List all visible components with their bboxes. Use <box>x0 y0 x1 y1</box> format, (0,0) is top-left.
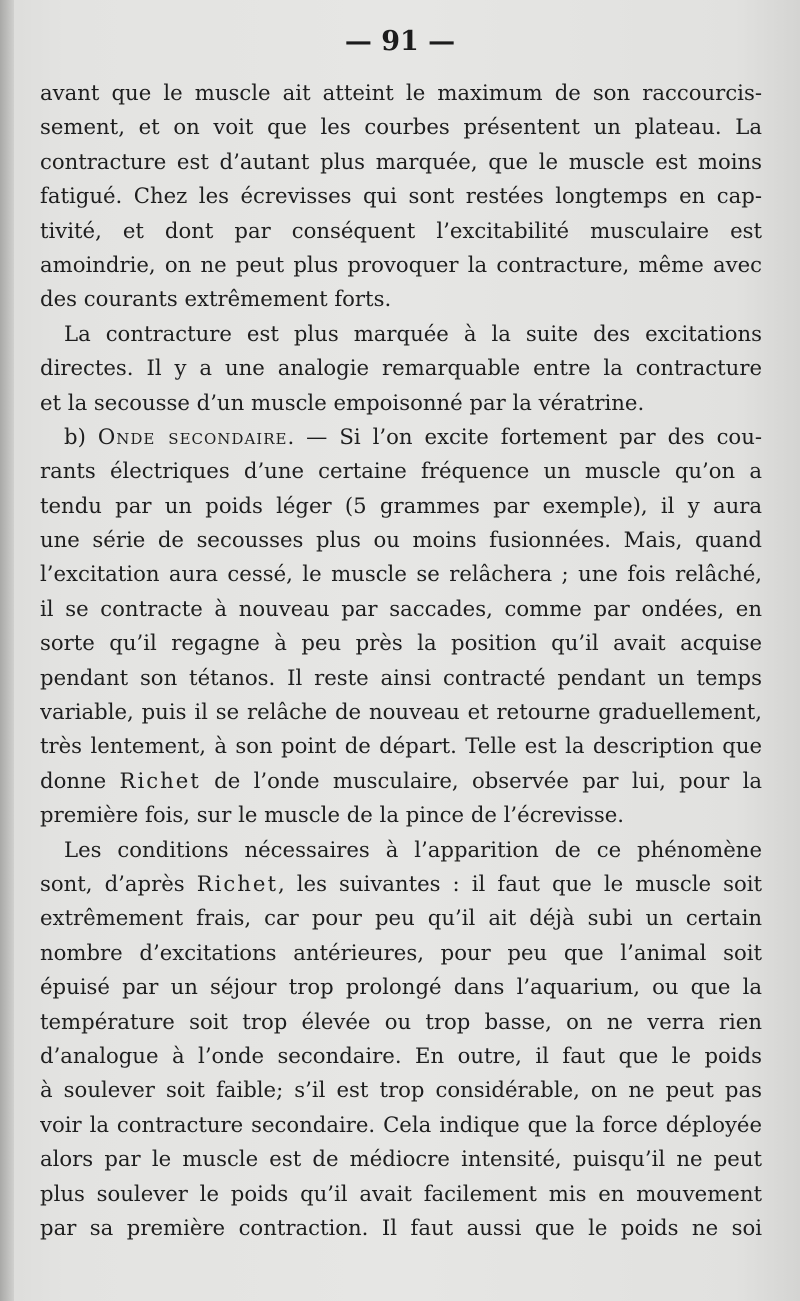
text-line: tendu par un poids léger (5 grammes par exemple), il y aura <box>40 492 762 518</box>
text-line: La contracture est plus marquée à la suite des excitations <box>64 320 762 346</box>
text-line: contracture est d’autant plus marquée, que le muscle est moins <box>40 148 762 174</box>
body-text <box>40 76 762 1245</box>
section-text: . — Si l’on excite fortement par des cou- <box>287 423 762 449</box>
text-fragment: de l’onde musculaire, observée par lui, pour la <box>200 767 762 793</box>
text-line: il se contracte à nouveau par saccades, comme par ondées, en <box>40 595 762 621</box>
text-line <box>40 420 762 454</box>
text-line: nombre d’excitations antérieures, pour peu que l’animal soit <box>40 939 762 965</box>
text-line: des courants extrêmement forts. <box>40 286 392 312</box>
text-line: température soit trop élevée ou trop basse, on ne verra rien <box>40 1008 762 1034</box>
author-name: Richet <box>196 870 278 896</box>
text-line: voir la contracture secondaire. Cela indique que la force déployée <box>40 1111 762 1137</box>
text-line: une série de secousses plus ou moins fusionnées. Mais, quand <box>40 527 762 553</box>
text-line <box>40 764 762 798</box>
text-line: sorte qu’il regagne à peu près la position qu’il avait acquise <box>40 630 762 656</box>
text-fragment: donne <box>40 767 120 793</box>
text-line: extrêmement frais, car pour peu qu’il ait déjà subi un certain <box>40 905 762 931</box>
text-line <box>40 867 762 901</box>
text-line: très lentement, à son point de départ. Telle est la description que <box>40 733 762 759</box>
text-line: pendant son tétanos. Il reste ainsi contracté pendant un temps <box>40 664 762 690</box>
text-line: fatigué. Chez les écrevisses qui sont restées longtemps en cap- <box>40 183 762 209</box>
text-line: amoindrie, on ne peut plus provoquer la contracture, même avec <box>40 251 762 277</box>
text-line: première fois, sur le muscle de la pince de l’écrevisse. <box>40 802 625 828</box>
text-line: alors par le muscle est de médiocre intensité, puisqu’il ne peut <box>40 1146 762 1172</box>
text-line: épuisé par un séjour trop prolongé dans l’aquarium, ou que la <box>40 974 762 1000</box>
text-line: rants électriques d’une certaine fréquence un muscle qu’on a <box>40 458 762 484</box>
author-name: Richet <box>119 767 201 793</box>
text-line: par sa première contraction. Il faut aussi que le poids ne soi <box>40 1214 762 1240</box>
section-label-prefix: b) <box>64 423 98 449</box>
binding-shadow <box>0 0 14 1301</box>
page-number: — 91 — <box>344 26 456 57</box>
text-line: l’excitation aura cessé, le muscle se relâchera ; une fois relâché, <box>40 561 762 587</box>
text-fragment: , les suivantes : il faut que le muscle soit <box>277 870 762 896</box>
text-line: et la secousse d’un muscle empoisonné par la vératrine. <box>40 389 645 415</box>
text-line: variable, puis il se relâche de nouveau et retourne graduellement, <box>40 699 762 725</box>
text-line: sement, et on voit que les courbes présentent un plateau. La <box>40 114 762 140</box>
text-line: plus soulever le poids qu’il avait facilement mis en mouvement <box>40 1180 762 1206</box>
text-line: à soulever soit faible; s’il est trop considérable, on ne peut pas <box>40 1077 762 1103</box>
text-line: avant que le muscle ait atteint le maximum de son raccourcis- <box>40 80 762 105</box>
text-line: d’analogue à l’onde secondaire. En outre, il faut que le poids <box>40 1042 762 1068</box>
text-line: tivité, et dont par conséquent l’excitabilité musculaire est <box>40 217 762 243</box>
text-line: Les conditions nécessaires à l’apparition de ce phénomène <box>64 836 762 862</box>
text-line: directes. Il y a une analogie remarquable entre la contracture <box>40 355 762 381</box>
section-heading: Onde secondaire <box>97 423 288 449</box>
text-fragment: sont, d’après <box>40 870 197 896</box>
